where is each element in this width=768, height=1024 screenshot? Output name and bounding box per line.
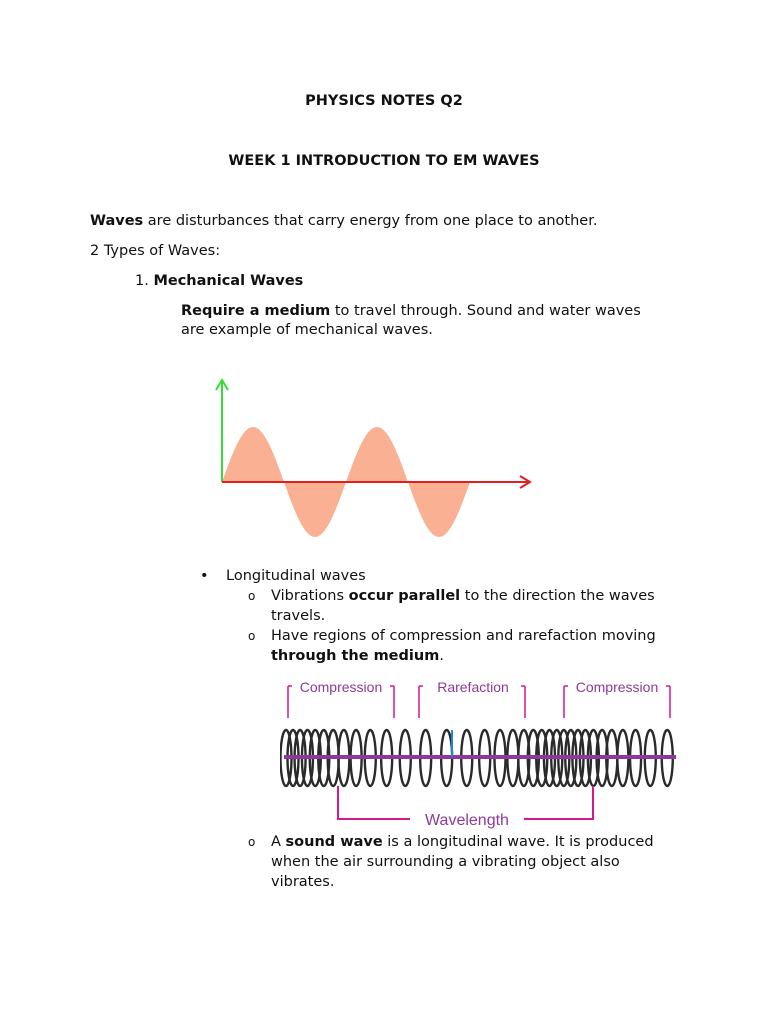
page-subtitle: WEEK 1 INTRODUCTION TO EM WAVES	[228, 153, 540, 169]
mechanical-heading: Mechanical Waves	[153, 273, 304, 289]
page-title: PHYSICS NOTES Q2	[305, 93, 463, 109]
item3-bold: sound wave	[285, 834, 383, 850]
transverse-wave-figure	[200, 370, 545, 550]
item1-bold: occur parallel	[348, 588, 461, 604]
longitudinal-heading: Longitudinal waves	[226, 568, 366, 584]
item3-post: is a longitudinal wave. It is produced	[382, 834, 654, 850]
item1-post: to the direction the waves	[460, 588, 655, 604]
compression-right-label: Compression	[575, 679, 659, 695]
item3-pre: A	[271, 834, 286, 850]
mechanical-desc-line2: are example of mechanical waves.	[181, 322, 433, 338]
compression-left-label: Compression	[299, 679, 383, 695]
longitudinal-item3-line1	[271, 832, 654, 852]
item2-bold: through the medium	[271, 648, 440, 664]
mechanical-heading-line	[135, 271, 303, 291]
longitudinal-item3-line3: vibrates.	[271, 874, 335, 890]
longitudinal-item1-line2: travels.	[271, 608, 326, 624]
mechanical-desc-bold: Require a medium	[181, 303, 331, 319]
mechanical-desc-line1	[181, 301, 641, 321]
bullet: •	[200, 568, 209, 584]
types-heading: 2 Types of Waves:	[90, 243, 221, 259]
intro-bold: Waves	[90, 213, 144, 229]
longitudinal-item3-line2: when the air surrounding a vibrating object also	[271, 854, 620, 870]
longitudinal-item2-line1: Have regions of compression and rarefaction moving	[271, 628, 656, 644]
wavelength-bracket-left	[338, 786, 410, 819]
wavelength-bracket-right	[524, 786, 593, 819]
sub-bullet: o	[248, 629, 256, 643]
intro-paragraph	[90, 211, 597, 231]
wavelength-label: Wavelength	[425, 812, 509, 829]
mechanical-desc-text: to travel through. Sound and water waves	[330, 303, 641, 319]
intro-text: are disturbances that carry energy from one place to another.	[143, 213, 598, 229]
longitudinal-wave-diagram	[280, 674, 680, 832]
item2-post: .	[439, 648, 444, 664]
rarefaction-label: Rarefaction	[437, 679, 509, 695]
longitudinal-item1-line1	[271, 586, 655, 606]
sub-bullet: o	[248, 589, 256, 603]
item1-pre: Vibrations	[271, 588, 349, 604]
longitudinal-item2-line2	[271, 646, 444, 666]
list-number: 1.	[135, 273, 149, 289]
sub-bullet: o	[248, 835, 256, 849]
